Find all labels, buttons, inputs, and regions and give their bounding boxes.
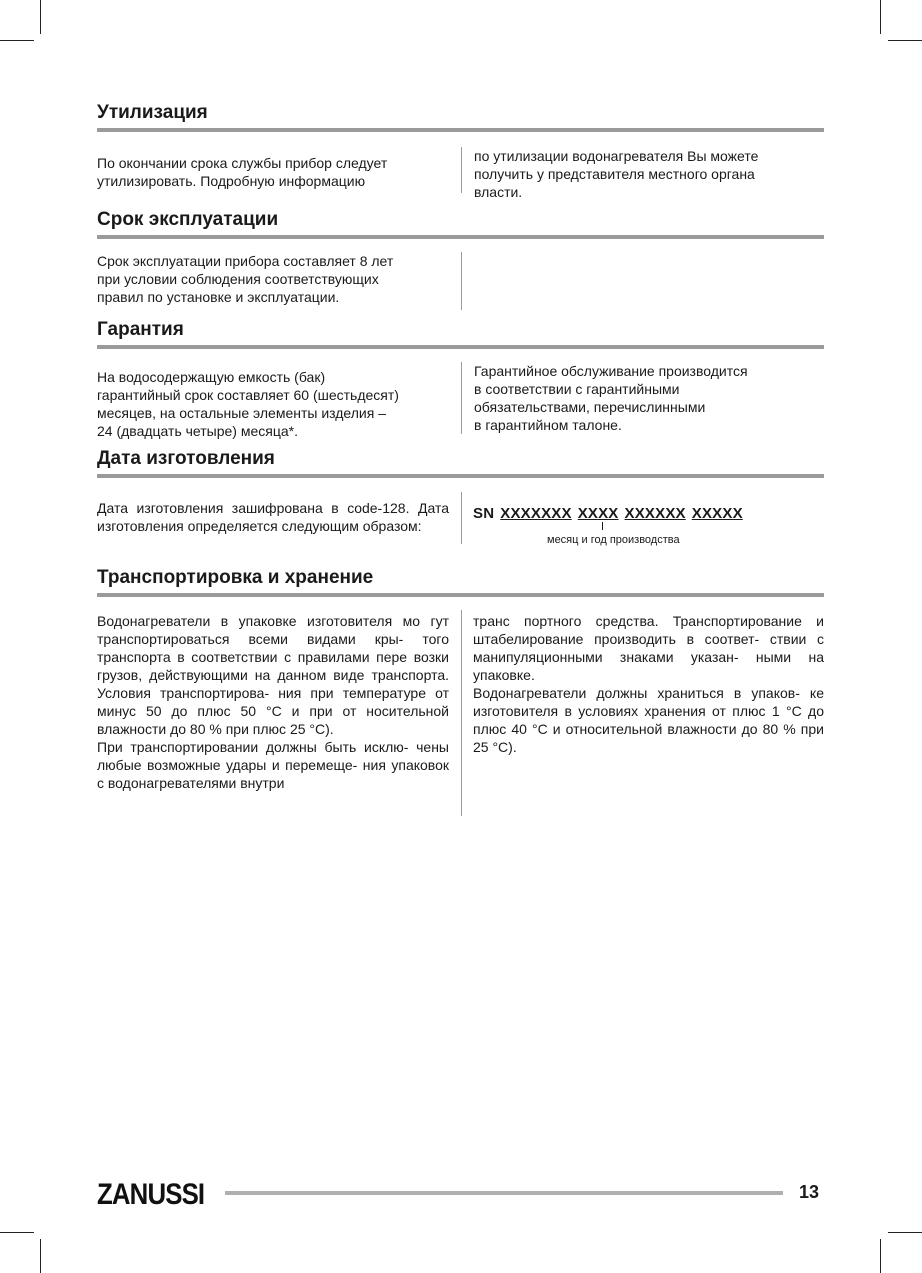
sn-group: XXXXXXX (500, 505, 572, 522)
sn-label: SN (473, 505, 495, 522)
section-title: Утилизация (97, 102, 208, 123)
service-life-columns (97, 252, 824, 310)
paragraph: транс портного средства. Транспортирование и штабелирование производить в соответ- ствии с манипуляционными знаками указан- ными на упаковке. (473, 613, 824, 683)
crop-mark (40, 1239, 41, 1273)
utilization-left-text: По окончании срока службы прибор следует утилизировать. Подробную информацию (97, 155, 388, 189)
crop-mark (0, 1232, 34, 1233)
column-divider (461, 492, 462, 544)
sn-caption: месяц и год производства (547, 534, 680, 546)
sn-group: XXXXXX (624, 505, 686, 522)
warranty-left-text: На водосодержащую емкость (бак) гарантийный срок составляет 60 (шестьдесят) месяцев, на остальные элементы изделия – 24 (двадцать четыре) месяца*. (97, 369, 399, 439)
paragraph: Водонагреватели должны храниться в упаков- ке изготовителя в условиях хранения от плюс 1 °С до плюс 40 °С и относительной влажности до 80 % при 25 °С). (473, 685, 824, 755)
warranty-right-text: Гарантийное обслуживание производится в соответствии с гарантийными обязательствами, перечислинными в гарантийном талоне. (474, 363, 748, 433)
utilization-right-text: по утилизации водонагревателя Вы можете получить у представителя местного органа власти. (474, 148, 759, 200)
section-title: Транспортировка и хранение (97, 567, 374, 588)
sn-group: XXXX (577, 505, 619, 522)
crop-mark (888, 1232, 922, 1233)
transport-right-text (473, 612, 824, 756)
service-life-text: Срок эксплуатации прибора составляет 8 лет при условии соблюдения соответствующих правил по установке и эксплуатации. (97, 253, 394, 305)
section-rule (97, 474, 824, 478)
section-warranty (97, 317, 824, 349)
column-divider (461, 252, 462, 310)
page-number: 13 (799, 1182, 820, 1202)
paragraph: Водонагреватели в упаковке изготовителя мо гут транспортироваться всеми видами кры- того транспорта в соответствии с правилами пере возки грузов, действующими на данном виде транспорта. Условия транспортирова- ния при температуре от минус 50 до плюс 50 °С и при от носительной влажности до 80 % при плюс 25 °С). (97, 613, 449, 737)
section-rule (97, 128, 824, 132)
sn-pointer-tick (602, 522, 603, 530)
crop-mark (40, 0, 41, 34)
section-rule (97, 593, 824, 597)
sn-group: XXXXX (691, 505, 743, 522)
section-transport (97, 565, 824, 597)
utilization-columns (97, 147, 824, 199)
paragraph: При транспортировании должны быть исклю- чены любые возможные удары и перемеще- ния упаковок с водонагревателями внутри (97, 739, 449, 791)
brand-logo: ZANUSSI (97, 1178, 205, 1211)
crop-mark (880, 0, 881, 34)
crop-mark (888, 40, 922, 41)
manufacture-date-text: Дата изготовления зашифрована в code-128. Дата изготовления определяется следующим образом: (97, 500, 449, 534)
section-service-life (97, 207, 824, 239)
section-title: Дата изготовления (97, 448, 275, 469)
warranty-columns (97, 362, 824, 440)
section-title: Срок эксплуатации (97, 209, 279, 230)
column-divider (461, 610, 462, 816)
crop-mark (0, 40, 34, 41)
transport-columns (97, 610, 824, 816)
section-utilization (97, 100, 824, 132)
footer-rule (225, 1191, 783, 1195)
manufacture-date-columns (97, 492, 824, 548)
section-rule (97, 345, 824, 349)
serial-number-format (473, 505, 749, 522)
section-title: Гарантия (97, 319, 184, 340)
section-rule (97, 235, 824, 239)
section-manufacture-date (97, 446, 824, 478)
transport-left-text (97, 612, 449, 792)
crop-mark (880, 1239, 881, 1273)
